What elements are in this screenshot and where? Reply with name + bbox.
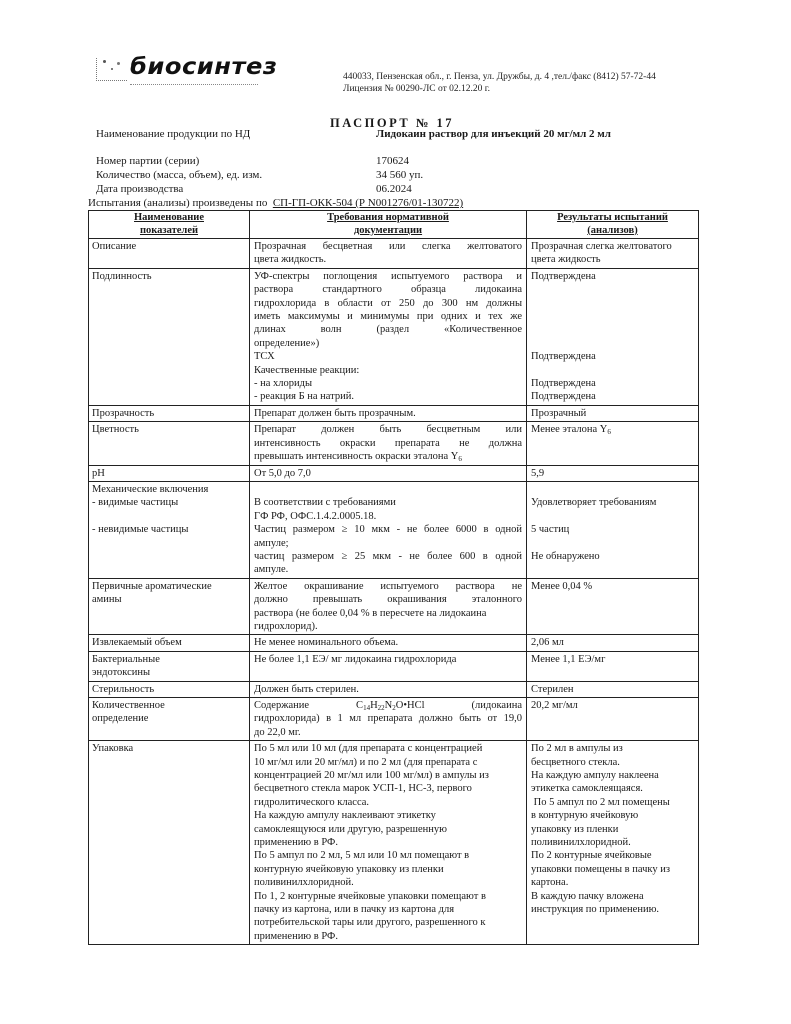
header-indicators: Наименование показателей — [89, 211, 250, 239]
result: 20,2 мг/мл — [527, 697, 699, 740]
company-address — [343, 71, 656, 95]
table-header-row — [89, 211, 699, 239]
table-row-color — [89, 422, 699, 465]
tests-prefix: Испытания (анализы) произведены по — [88, 197, 268, 209]
license-line: Лицензия № 00290-ЛС от 02.12.20 г. — [343, 84, 490, 94]
indicator-name: Механические включения - видимые частицы - невидимые частицы — [89, 481, 250, 578]
requirement: УФ-спектры поглощения испытуемого раствора и раствора стандартного образца лидокаина гидрохлорида в области от 250 до 300 нм должны иметь максимумы и минимумы при одних и тех же длинах волн (раздел «Количественное определение») ТСХ Качественные реакции: - на хлориды - реакция Б на натрий. — [250, 268, 527, 405]
requirement: По 5 мл или 10 мл (для препарата с концентрацией 10 мг/мл или 20 мг/мл) и по 2 мл (для препарата с концентрацией 20 мг/мл или 100 мг/мл) в ампулы из бесцветного стекла марок УСП-1, НС-3, первого гидролитического класса. На каждую ампулу наклеивают этикетку самоклеящуюся или другую, разрешенную применению в РФ. По 5 ампул по 2 мл, 5 мл или 10 мл помещают в контурную ячейковую упаковку из пленки поливинилхлоридной. По 1, 2 контурные ячейковые упаковки помещают в пачку из картона, или в пачку из картона для потребительской тары или другого, разрешенного к применению в РФ. — [250, 741, 527, 945]
indicator-name: Цветность — [89, 422, 250, 465]
table-row-assay — [89, 697, 699, 740]
table-row-endotoxins — [89, 651, 699, 681]
requirement: Содержание $C_{14}H_{22}N_2O•HCl$ (лидокаина гидрохлорида) в 1 мл препарата должно быть от 19,0 до 22,0 мг. — [250, 697, 527, 740]
indicator-name: Бактериальные эндотоксины — [89, 651, 250, 681]
result: Удовлетворяет требованиям 5 частиц Не обнаружено — [527, 481, 699, 578]
chemical-formula: $C_{14}H_{22}N_2O•HCl$ — [356, 699, 425, 712]
requirement: Не более 1,1 ЕЭ/ мг лидокаина гидрохлорида — [250, 651, 527, 681]
table-row-packaging — [89, 741, 699, 945]
quantity-value: 34 560 уп. — [376, 169, 424, 181]
result: Прозрачный — [527, 405, 699, 421]
indicator-name: pH — [89, 465, 250, 481]
table-row-particles — [89, 481, 699, 578]
table-row-description — [89, 239, 699, 269]
table-row-amines — [89, 578, 699, 635]
result: Менее 0,04 % — [527, 578, 699, 635]
production-date-value: 06.2024 — [376, 183, 412, 195]
table-row-volume — [89, 635, 699, 651]
tests-document: СП-ГП-ОКК-504 (Р N001276/01-130722) — [272, 197, 464, 209]
passport-title: ПАСПОРТ № 17 — [330, 116, 455, 130]
indicator-name: Первичные ароматические амины — [89, 578, 250, 635]
result: Менее 1,1 ЕЭ/мг — [527, 651, 699, 681]
result: Подтверждена Подтверждена Подтверждена Подтверждена — [527, 268, 699, 405]
result: Стерилен — [527, 681, 699, 697]
table-row-authenticity — [89, 268, 699, 405]
result: Менее эталона $Y_6$ — [527, 422, 699, 465]
requirement: Должен быть стерилен. — [250, 681, 527, 697]
address-line-1: 440033, Пензенская обл., г. Пенза, ул. Дружбы, д. 4 ,тел./факс (8412) 57-72-44 — [343, 72, 656, 82]
result: По 2 мл в ампулы из бесцветного стекла. На каждую ампулу наклеена этикетка самоклеящаяся. По 5 ампул по 2 мл помещены в контурную ячейковую упаковку из пленки поливинилхлоридной. По 2 контурные ячейковые упаковки помещены в пачку из картона. В каждую пачку вложена инструкция по применению. — [527, 741, 699, 945]
logo-mark-icon — [96, 58, 127, 81]
production-date-label: Дата производства — [96, 183, 184, 195]
specification-table — [88, 210, 699, 945]
result: 2,06 мл — [527, 635, 699, 651]
indicator-name: Описание — [89, 239, 250, 269]
table-row-clarity — [89, 405, 699, 421]
product-name-value: Лидокаин раствор для инъекций 20 мг/мл 2 мл — [376, 128, 611, 140]
indicator-name: Прозрачность — [89, 405, 250, 421]
tests-basis — [88, 197, 463, 209]
indicator-name: Упаковка — [89, 741, 250, 945]
table-row-sterility — [89, 681, 699, 697]
indicator-name: Подлинность — [89, 268, 250, 405]
quantity-label: Количество (масса, объем), ед. изм. — [96, 169, 263, 181]
requirement: В соответствии с требованиями ГФ РФ, ОФС.1.4.2.0005.18. Частиц размером ≥ 10 мкм - не более 6000 в одной ампуле; частиц размером ≥ 25 мкм - не более 600 в одной ампуле. — [250, 481, 527, 578]
batch-value: 170624 — [376, 155, 409, 167]
product-name-label: Наименование продукции по НД — [96, 128, 251, 140]
header-requirements: Требования нормативной документации — [250, 211, 527, 239]
requirement: Препарат должен быть прозрачным. — [250, 405, 527, 421]
logo-underline — [130, 84, 258, 86]
header-results: Результаты испытаний (анализов) — [527, 211, 699, 239]
indicator-name: Извлекаемый объем — [89, 635, 250, 651]
indicator-name: Стерильность — [89, 681, 250, 697]
requirement: Препарат должен быть бесцветным или интенсивность окраски препарата не должна превышать интенсивность окраски эталона $Y_6$ — [250, 422, 527, 465]
batch-label: Номер партии (серии) — [96, 155, 200, 167]
logo-text: биосинтез — [130, 54, 278, 80]
requirement: От 5,0 до 7,0 — [250, 465, 527, 481]
requirement: Не менее номинального объема. — [250, 635, 527, 651]
result: Прозрачная слегка желтоватого цвета жидкость — [527, 239, 699, 269]
table-row-ph — [89, 465, 699, 481]
requirement: Прозрачная бесцветная или слегка желтоватого цвета жидкость. — [250, 239, 527, 269]
indicator-name: Количественное определение — [89, 697, 250, 740]
requirement: Желтое окрашивание испытуемого раствора не должно превышать окрашивания эталонного раствора (не более 0,04 % в пересчете на лидокаина гидрохлорид). — [250, 578, 527, 635]
result: 5,9 — [527, 465, 699, 481]
